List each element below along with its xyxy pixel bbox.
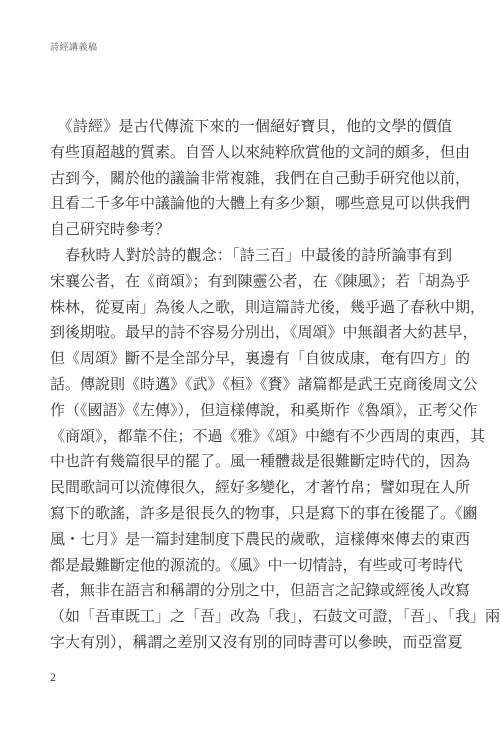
text-line: （如「吾車既工」之「吾」改為「我」，石鼓文可證，「吾」、「我」兩 xyxy=(50,607,501,626)
text-line: 民間歌詞可以流傳很久，經好多變化，才著竹帛；譬如現在人所 xyxy=(50,478,471,497)
text-line: 中也許有幾篇很早的罷了。風一種體裁是很難斷定時代的，因為 xyxy=(50,452,471,471)
text-line: 字大有別），稱謂之差別又沒有別的同時書可以參映，而亞當夏 xyxy=(50,632,463,651)
text-line: 話。傳說則《時邁》《武》《桓》《賚》諸篇都是武王克商後周文公 xyxy=(50,374,478,393)
text-line: 株林，從夏南」為後人之歌，則這篇詩尤後，幾乎過了春秋中期， xyxy=(50,297,486,316)
text-line: 作（《國語》《左傳》），但這樣傳說，和奚斯作《魯頌》，正考父作 xyxy=(50,400,478,419)
text-line: 《商頌》，都靠不住；不過《雅》《頌》中總有不少西周的東西，其 xyxy=(50,426,486,445)
body-text xyxy=(50,114,501,656)
text-line: 都是最難斷定他的源流的。《風》中一切情詩，有些或可考時代 xyxy=(50,555,463,574)
text-line: 宋襄公者，在《商頌》；有到陳靈公者，在《陳風》；若「胡為乎 xyxy=(50,271,471,290)
text-line: 風・七月》是一篇封建制度下農民的歲歌，這樣傳來傳去的東西 xyxy=(50,529,471,548)
text-line: 有些頂超越的質素。自晉人以來純粹欣賞他的文詞的頗多，但由 xyxy=(50,142,471,161)
text-line: 但《周頌》斷不是全部分早，裏邊有「自彼成康，奄有四方」的 xyxy=(50,349,471,368)
text-line: 古到今，關於他的議論非常複雜，我們在自己動手研究他以前， xyxy=(50,168,471,187)
text-line: 《詩經》是古代傳流下來的一個絕好寶貝，他的文學的價值 xyxy=(50,117,452,135)
running-header: 詩經講義稿 xyxy=(50,43,98,53)
text-line: 寫下的歌謠，許多是很長久的物事，只是寫下的事在後罷了。《豳 xyxy=(50,503,478,522)
text-line: 春秋時人對於詩的觀念：「詩三百」中最後的詩所論事有到 xyxy=(50,245,452,264)
text-line: 者，無非在語言和稱謂的分別之中，但語言之記錄或經後人改寫 xyxy=(50,581,471,600)
text-line: 自己研究時參考？ xyxy=(50,220,171,239)
text-line: 到後期啦。最早的詩不容易分別出，《周頌》中無韻者大約甚早， xyxy=(50,323,478,342)
page-number: 2 xyxy=(50,670,56,684)
text-line: 且看二千多年中議論他的大體上有多少類，哪些意見可以供我們 xyxy=(50,194,471,213)
